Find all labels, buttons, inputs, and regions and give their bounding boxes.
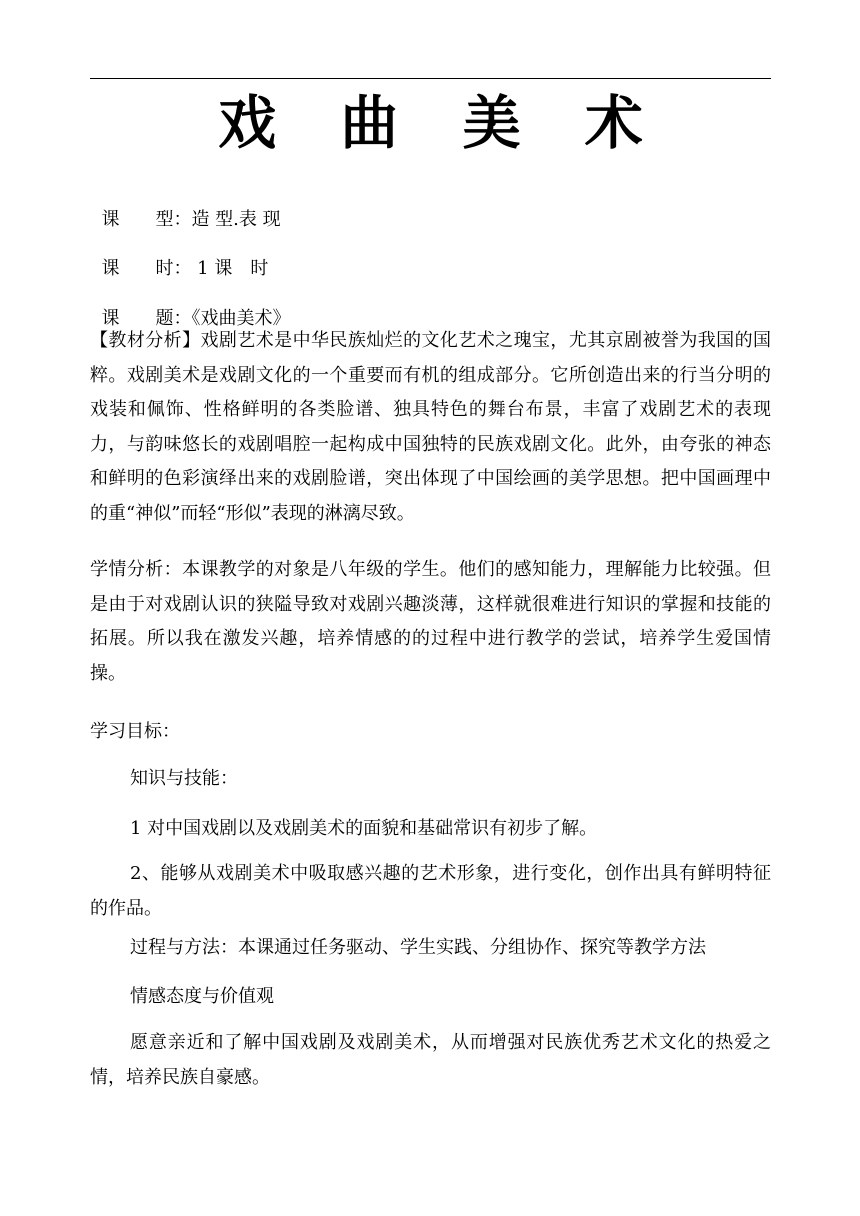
- knowledge-heading: 知识与技能：: [130, 768, 238, 789]
- knowledge-item-1: 1 对中国戏剧以及戏剧美术的面貌和基础常识有初步了解。: [130, 818, 598, 839]
- meta-lesson-type: [90, 181, 281, 233]
- meta-lesson-type-value: 造 型.表 现: [191, 209, 281, 230]
- emotion-paragraph: 愿意亲近和了解中国戏剧及戏剧美术，从而增强对民族优秀艺术文化的热爱之情，培养民族自豪感。: [90, 1032, 771, 1088]
- process-method-text: 过程与方法：本课通过任务驱动、学生实践、分组协作、探究等教学方法: [130, 937, 706, 958]
- meta-lesson-type-key: 课 型：: [101, 209, 192, 230]
- knowledge-item-2: 2、能够从戏剧美术中吸取感兴趣的艺术形象，进行变化，创作出具有鲜明特征的作品。: [90, 863, 771, 919]
- meta-lesson-hours: [90, 230, 268, 282]
- meta-lesson-topic-value: 《戏曲美术》: [191, 308, 291, 329]
- meta-lesson-hours-key: 课 时：: [101, 258, 192, 279]
- meta-lesson-hours-value: 1 课 时: [191, 258, 269, 279]
- emotion-heading: 情感态度与价值观: [130, 986, 274, 1007]
- header-rule: [90, 78, 771, 79]
- page-title: 戏 曲 美 术: [218, 89, 665, 157]
- material-analysis-paragraph: 【教材分析】戏剧艺术是中华民族灿烂的文化艺术之瑰宝，尤其京剧被誉为我国的国粹。戏剧美术是戏剧文化的一个重要而有机的组成部分。它所创造出来的行当分明的戏装和佩饰、性格鲜明的各类脸谱、独具特色的舞台布景，丰富了戏剧艺术的表现力，与韵味悠长的戏剧唱腔一起构成中国独特的民族戏剧文化。此外，由夸张的神态和鲜明的色彩演绎出来的戏剧脸谱，突出体现了中国绘画的美学思想。把中国画理中的重“神似”而轻“形似”表现的淋漓尽致。: [90, 330, 771, 524]
- meta-lesson-topic-key: 课 题：: [101, 308, 192, 329]
- student-analysis-paragraph: 学情分析：本课教学的对象是八年级的学生。他们的感知能力，理解能力比较强。但是由于对戏剧认识的狭隘导致对戏剧兴趣淡薄，这样就很难进行知识的掌握和技能的拓展。所以我在激发兴趣，培养情感的的过程中进行教学的尝试，培养学生爱国情操。: [90, 559, 771, 684]
- objectives-heading: 学习目标：: [90, 721, 180, 742]
